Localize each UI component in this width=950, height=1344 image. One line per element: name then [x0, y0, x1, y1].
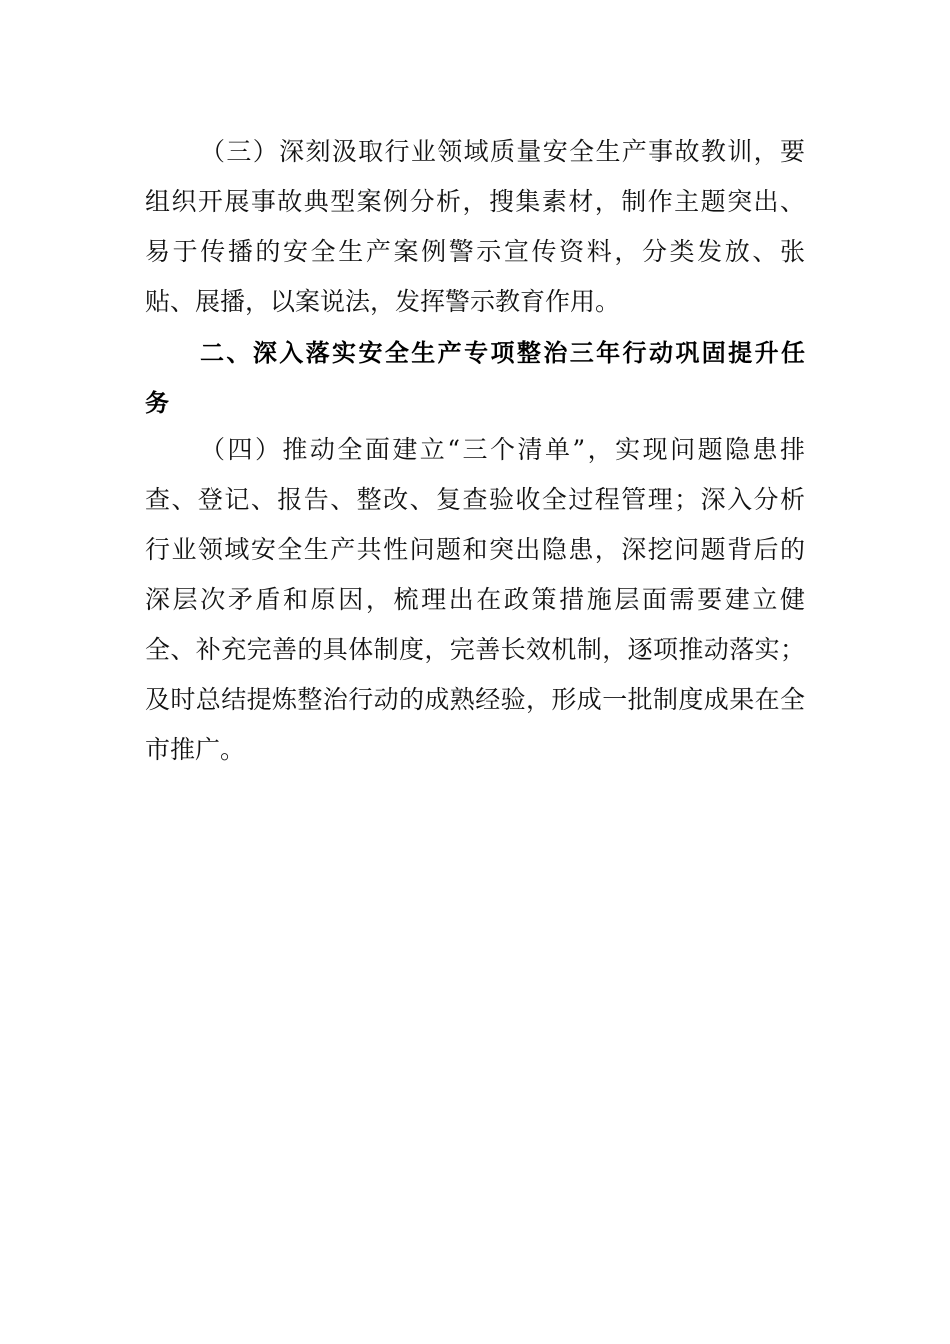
paragraph-line: 及时总结提炼整治行动的成熟经验，形成一批制度成果在全	[145, 685, 805, 714]
paragraph-line: 行业领域安全生产共性问题和突出隐患，深挖问题背后的	[145, 535, 805, 564]
paragraph-line: 易于传播的安全生产案例警示宣传资料，分类发放、张	[145, 237, 805, 266]
heading-line: 务	[145, 389, 169, 417]
heading-line: 二、深入落实安全生产专项整治三年行动巩固提升任	[200, 339, 805, 367]
paragraph-line: 组织开展事故典型案例分析，搜集素材，制作主题突出、	[145, 187, 805, 216]
paragraph-line: （四）推动全面建立“三个清单”，实现问题隐患排	[200, 435, 805, 464]
paragraph-line: 市推广。	[145, 735, 246, 764]
paragraph-line: 贴、展播，以案说法，发挥警示教育作用。	[145, 287, 621, 316]
paragraph-line: 深层次矛盾和原因，梳理出在政策措施层面需要建立健	[145, 585, 805, 614]
paragraph-line: （三）深刻汲取行业领域质量安全生产事故教训，要	[200, 137, 805, 166]
paragraph-line: 查、登记、报告、整改、复查验收全过程管理；深入分析	[145, 485, 805, 514]
paragraph-line: 全、补充完善的具体制度，完善长效机制，逐项推动落实；	[145, 635, 805, 664]
